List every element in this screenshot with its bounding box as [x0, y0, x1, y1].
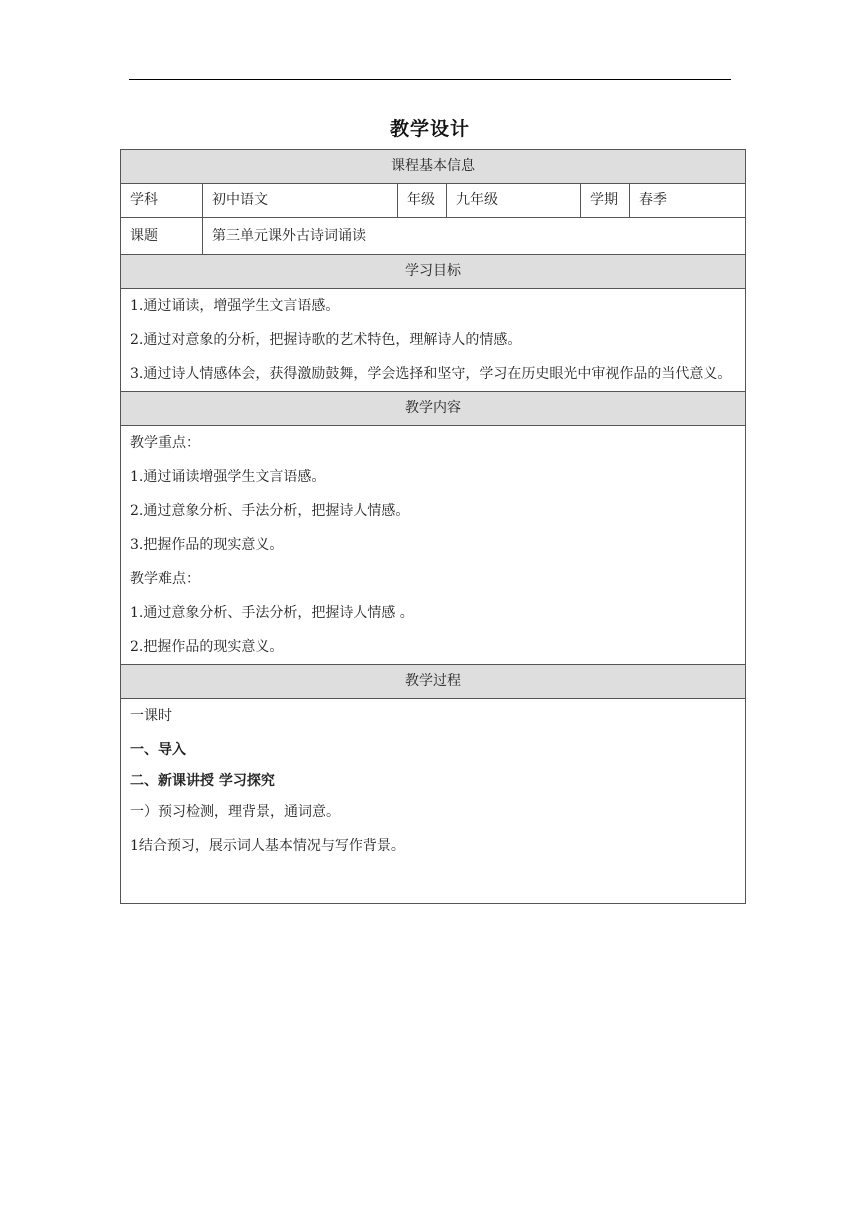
process-line: 一课时: [130, 708, 172, 724]
content-section-label: 教学内容: [121, 392, 746, 426]
key-point-item: 3.把握作品的现实意义。: [130, 537, 284, 553]
page-title: 教学设计: [389, 118, 470, 140]
difficulty-item: 1.通过意象分析、手法分析，把握诗人情感 。: [130, 605, 414, 621]
topic-label: 课题: [121, 218, 203, 255]
objective-item: 3.通过诗人情感体会，获得激励鼓舞，学会选择和坚守，学习在历史眼光中审视作品的当代意义。: [130, 366, 732, 382]
lesson-plan-table: [120, 149, 746, 904]
objective-item: 2.通过对意象的分析，把握诗歌的艺术特色，理解诗人的情感。: [130, 332, 522, 348]
subject-label: 学科: [121, 184, 203, 218]
subject-value: 初中语文: [203, 184, 398, 218]
objectives-cell: [121, 289, 746, 392]
term-label: 学期: [581, 184, 630, 218]
objectives-section-label: 学习目标: [121, 255, 746, 289]
content-header-row: [121, 392, 746, 426]
process-heading-new-lesson: 二、新课讲授 学习探究: [130, 773, 275, 789]
header-rule: [129, 79, 731, 80]
term-value: 春季: [630, 184, 746, 218]
basic-info-header-row: [121, 150, 746, 184]
objectives-row: [121, 289, 746, 392]
process-section-label: 教学过程: [121, 665, 746, 699]
process-heading-intro: 一、导入: [130, 742, 186, 758]
basic-info-section-label: 课程基本信息: [121, 150, 746, 184]
objectives-header-row: [121, 255, 746, 289]
process-blank-space: [130, 863, 736, 903]
key-point-item: 1.通过诵读增强学生文言语感。: [130, 469, 326, 485]
process-cell: [121, 699, 746, 904]
process-line: 一）预习检测，理背景，通词意。: [130, 804, 340, 820]
difficulties-heading: 教学难点：: [130, 571, 200, 587]
process-line: 1结合预习，展示词人基本情况与写作背景。: [130, 838, 405, 854]
content-row: [121, 426, 746, 665]
objective-item: 1.通过诵读，增强学生文言语感。: [130, 298, 340, 314]
grade-label: 年级: [398, 184, 447, 218]
topic-value: 第三单元课外古诗词诵读: [203, 218, 746, 255]
difficulty-item: 2.把握作品的现实意义。: [130, 639, 284, 655]
topic-row: [121, 218, 746, 255]
subject-grade-term-row: [121, 184, 746, 218]
key-point-item: 2.通过意象分析、手法分析，把握诗人情感。: [130, 503, 410, 519]
process-header-row: [121, 665, 746, 699]
key-points-heading: 教学重点：: [130, 435, 200, 451]
grade-value: 九年级: [447, 184, 581, 218]
process-row: [121, 699, 746, 904]
content-cell: [121, 426, 746, 665]
